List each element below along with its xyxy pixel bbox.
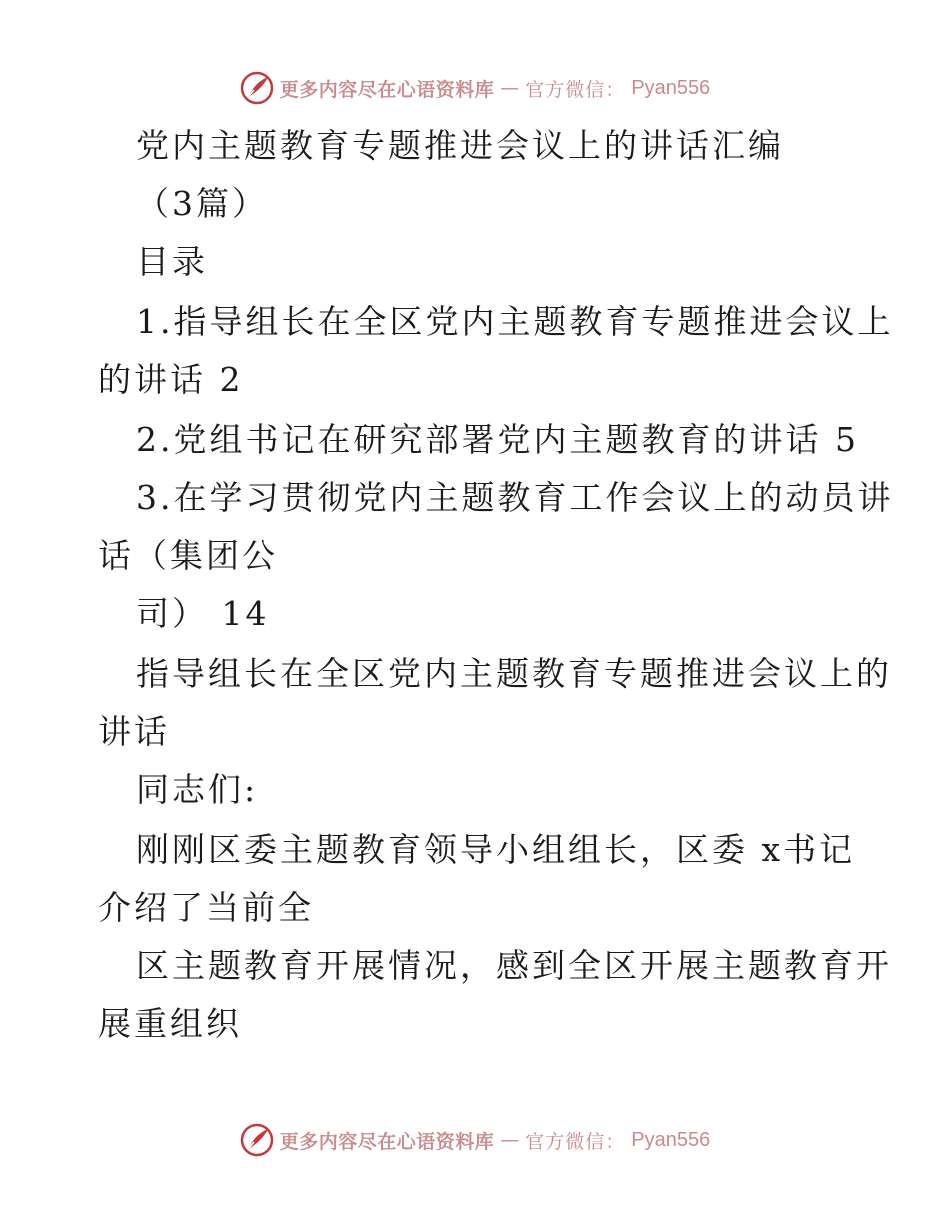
watermark-main-text: 更多内容尽在心语资料库 <box>279 78 495 101</box>
watermark-dash: — <box>500 1129 520 1151</box>
watermark-account: Pyan556 <box>631 1128 711 1151</box>
feather-pen-logo-icon <box>240 71 274 105</box>
toc-item-3-line-3: 司） 14 <box>136 594 270 633</box>
doc-title-line-2: （3篇） <box>136 184 268 223</box>
watermark-main-text: 更多内容尽在心语资料库 <box>279 1130 495 1153</box>
section-title-line-2: 讲话 <box>98 712 170 751</box>
paragraph-line-3: 区主题教育开展情况，感到全区开展主题教育开 <box>136 946 892 985</box>
footer-watermark <box>0 1120 950 1160</box>
paragraph-line-1: 刚刚区委主题教育领导小组组长，区委 x书记 <box>136 830 856 869</box>
toc-item-3-line-1: 3.在学习贯彻党内主题教育工作会议上的动员讲 <box>136 478 894 517</box>
paragraph-line-2: 介绍了当前全 <box>98 888 314 927</box>
toc-item-3-line-2: 话（集团公 <box>98 536 278 575</box>
section-title-line-1: 指导组长在全区党内主题教育专题推进会议上的 <box>136 654 892 693</box>
header-watermark <box>0 68 950 108</box>
watermark-sub-text: 官方微信： <box>525 78 626 101</box>
toc-heading: 目录 <box>136 242 208 281</box>
watermark-account: Pyan556 <box>631 76 711 99</box>
watermark-sub-text: 官方微信： <box>525 1130 626 1153</box>
toc-item-2: 2.党组书记在研究部署党内主题教育的讲话 5 <box>136 420 859 459</box>
salutation: 同志们: <box>136 770 259 809</box>
feather-pen-logo-icon <box>240 1123 274 1157</box>
toc-item-1-line-2: 的讲话 2 <box>98 360 244 399</box>
toc-item-1-line-1: 1.指导组长在全区党内主题教育专题推进会议上 <box>136 302 894 341</box>
paragraph-line-4: 展重组织 <box>98 1004 242 1043</box>
watermark-dash: — <box>500 77 520 99</box>
doc-title-line-1: 党内主题教育专题推进会议上的讲话汇编 <box>136 126 784 165</box>
